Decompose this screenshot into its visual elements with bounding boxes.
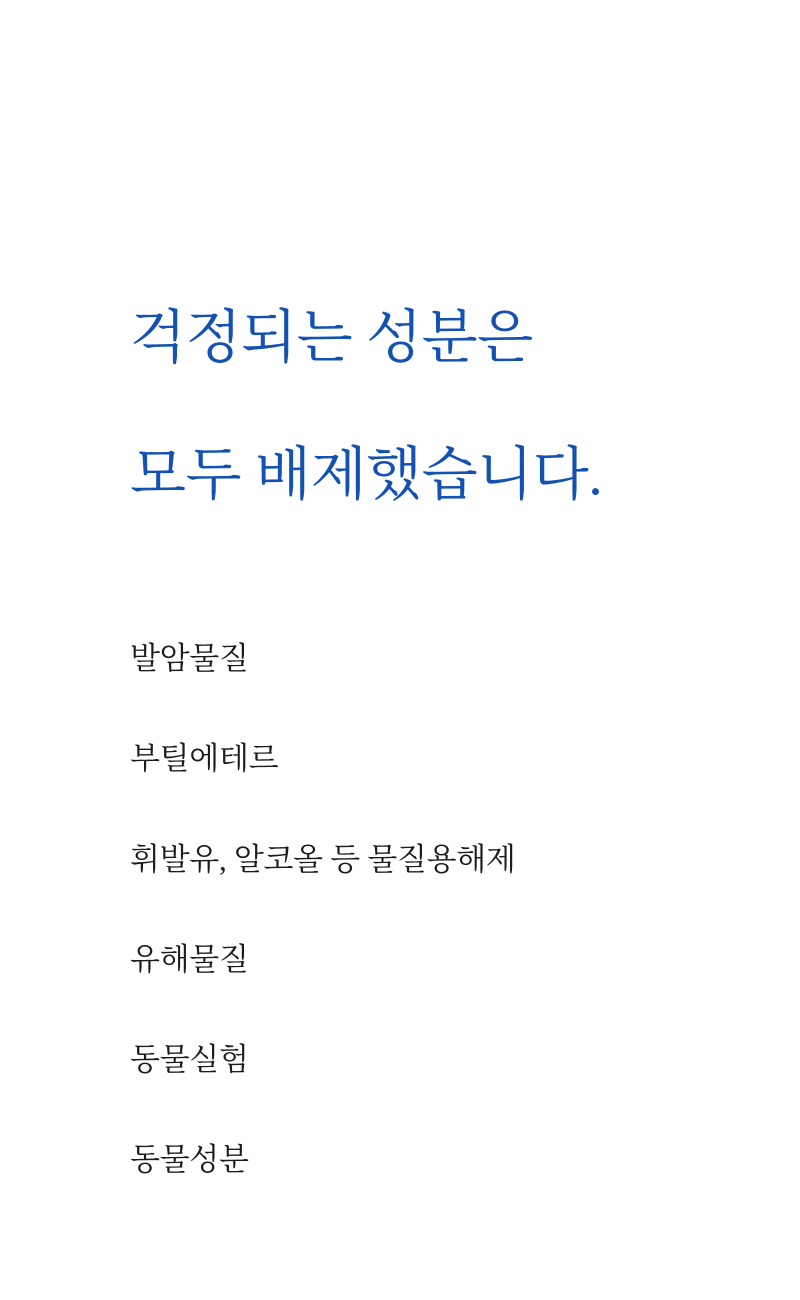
page-title-line-2: 모두 배제했습니다. — [130, 442, 603, 508]
list-item: 휘발유, 알코올 등 물질용해제 — [130, 841, 516, 877]
list-item: 동물실험 — [130, 1041, 249, 1077]
list-item: 동물성분 — [130, 1142, 249, 1178]
excluded-ingredients-list — [130, 640, 730, 1178]
list-item: 부틸에테르 — [130, 741, 279, 777]
list-item: 유해물질 — [130, 941, 249, 977]
page-title-line-1: 걱정되는 성분은 — [130, 305, 533, 371]
list-item: 발암물질 — [130, 641, 249, 677]
content-block — [130, 236, 730, 1178]
page-title — [130, 236, 730, 578]
